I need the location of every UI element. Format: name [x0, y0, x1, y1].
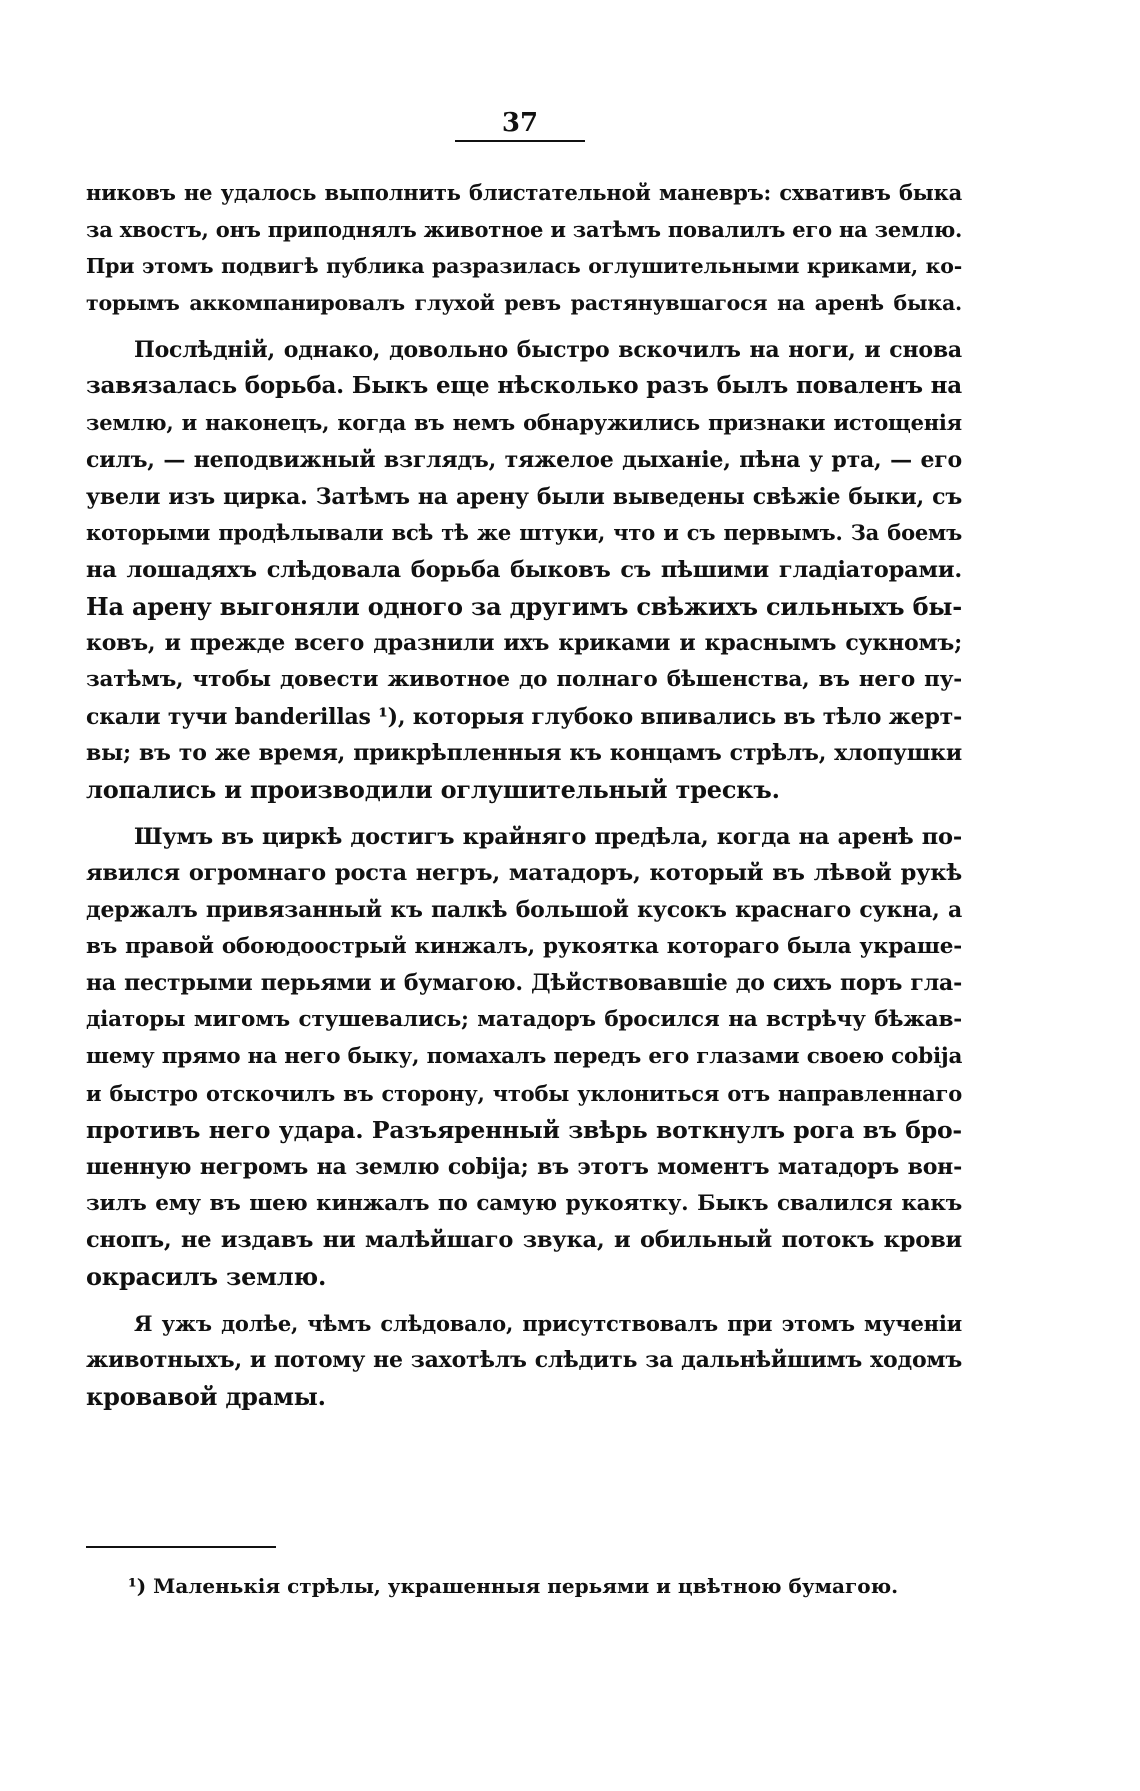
paragraph-3: [86, 819, 962, 1296]
text-line: При этомъ подвигѣ публика разразилась оглушительными криками, ко-: [86, 254, 962, 279]
text-line: окрасилъ землю.: [86, 1261, 327, 1291]
text-line: на лошадяхъ слѣдовала борьба быковъ съ пѣшими гладіаторами.: [86, 556, 962, 583]
footnote: ¹) Маленькія стрѣлы, украшенныя перьями и цвѣтною бумагою.: [128, 1574, 899, 1598]
paragraph-4: [86, 1306, 962, 1416]
text-line: Послѣдній, однако, довольно быстро вскочилъ на ноги, и снова: [134, 336, 962, 363]
text-line: вы; въ то же время, прикрѣпленныя къ концамъ стрѣлъ, хлопушки: [86, 740, 962, 767]
paragraph-1: [86, 175, 962, 322]
text-line: діаторы мигомъ стушевались; матадоръ бросился на встрѣчу бѣжав-: [86, 1007, 962, 1033]
text-line: На арену выгоняли одного за другимъ свѣжихъ сильныхъ бы-: [86, 591, 962, 621]
text-line: которыми продѣлывали всѣ тѣ же штуки, что и съ первымъ. За боемъ: [86, 520, 962, 546]
text-line: снопъ, не издавъ ни малѣйшаго звука, и обильный потокъ крови: [86, 1227, 962, 1254]
text-line: торымъ аккомпанировалъ глухой ревъ растянувшагося на аренѣ быка.: [86, 291, 962, 316]
paragraph-gap: [86, 322, 962, 332]
text-line: кровавой драмы.: [86, 1382, 326, 1411]
footnote-divider: [86, 1546, 276, 1548]
text-line: лопались и производили оглушительный трескъ.: [86, 775, 780, 804]
text-line: силъ, — неподвижный взглядъ, тяжелое дыханіе, пѣна у рта, — его: [86, 446, 962, 473]
paragraph-gap: [86, 1296, 962, 1306]
text-line: явился огромнаго роста негръ, матадоръ, который въ лѣвой рукѣ: [86, 860, 962, 887]
text-line: животныхъ, и потому не захотѣлъ слѣдить за дальнѣйшимъ ходомъ: [86, 1347, 962, 1374]
text-line: противъ него удара. Разъяренный звѣрь воткнулъ рога въ бро-: [86, 1116, 962, 1145]
page-number: 37: [455, 108, 585, 142]
text-line: скали тучи banderillas ¹), которыя глубоко впивались въ тѣло жерт-: [86, 703, 963, 730]
text-line: затѣмъ, чтобы довести животное до полнаго бѣшенства, въ него пу-: [86, 666, 962, 692]
text-line: и быстро отскочилъ въ сторону, чтобы уклониться отъ направленнаго: [86, 1080, 962, 1106]
body-text: [86, 175, 962, 1416]
text-line: завязалась борьба. Быкъ еще нѣсколько разъ былъ поваленъ на: [86, 372, 962, 400]
text-line: ковъ, и прежде всего дразнили ихъ криками и краснымъ сукномъ;: [86, 630, 962, 657]
text-line: шему прямо на него быку, помахалъ передъ его глазами своею cobija: [86, 1043, 963, 1069]
text-line: никовъ не удалось выполнить блистательной маневръ: схвативъ быка: [86, 180, 962, 205]
text-line: въ правой обоюдоострый кинжалъ, рукоятка котораго была украше-: [86, 933, 962, 959]
text-line: зилъ ему въ шею кинжалъ по самую рукоятку. Быкъ свалился какъ: [86, 1190, 962, 1216]
text-line: держалъ привязанный къ палкѣ большой кусокъ краснаго сукна, а: [86, 897, 962, 924]
text-line: увели изъ цирка. Затѣмъ на арену были выведены свѣжіе быки, съ: [86, 483, 962, 510]
text-line: землю, и наконецъ, когда въ немъ обнаружились признаки истощенія: [86, 410, 962, 436]
text-line: Шумъ въ циркѣ достигъ крайняго предѣла, когда на аренѣ по-: [134, 823, 962, 850]
text-line: Я ужъ долѣе, чѣмъ слѣдовало, присутствовалъ при этомъ мученіи: [134, 1310, 962, 1336]
paragraph-gap: [86, 809, 962, 819]
text-line: шенную негромъ на землю cobija; въ этотъ моментъ матадоръ вон-: [86, 1153, 962, 1180]
text-line: на пестрыми перьями и бумагою. Дѣйствовавшіе до сихъ поръ гла-: [86, 970, 962, 997]
paragraph-2: [86, 332, 962, 809]
text-line: за хвостъ, онъ приподнялъ животное и затѣмъ повалилъ его на землю.: [86, 216, 963, 242]
